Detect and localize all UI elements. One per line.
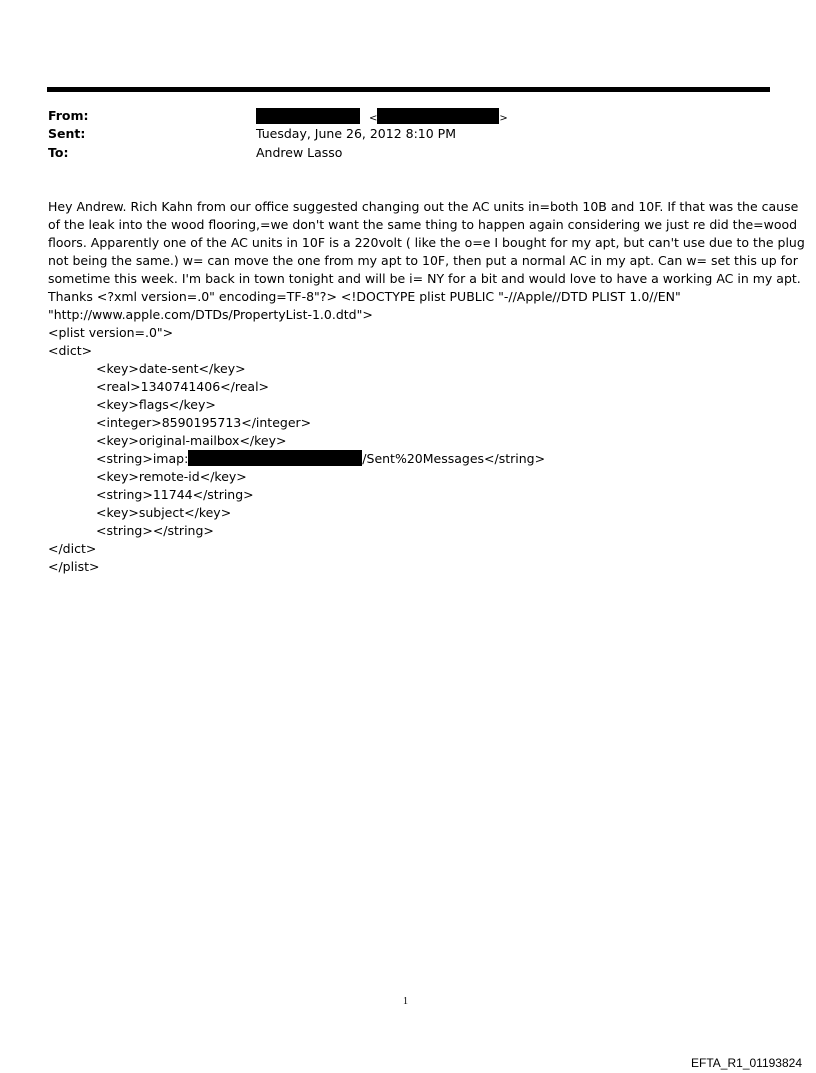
plist-line: <key>flags</key> (96, 397, 216, 412)
email-body (48, 198, 805, 576)
plist-line: <string></string> (96, 523, 214, 538)
plist-line: <key>date-sent</key> (96, 361, 246, 376)
body-line: "http://www.apple.com/DTDs/PropertyList-1.0.dtd"> (48, 307, 373, 322)
body-line: </dict> (48, 541, 97, 556)
from-gt: > (499, 113, 508, 124)
body-line: Hey Andrew. Rich Kahn from our office suggested changing out the AC units in=both 10B and 10F. If that was the cause (48, 199, 799, 214)
from-label: From: (48, 108, 89, 123)
imap-suffix: /Sent%20Messages</string> (362, 451, 546, 466)
body-line: <plist version=.0"> (48, 325, 174, 340)
from-lt: < (368, 113, 378, 124)
plist-line: <integer>8590195713</integer> (96, 415, 312, 430)
plist-line: <key>remote-id</key> (96, 469, 247, 484)
body-line: sometime this week. I'm back in town tonight and will be i= NY for a bit and would love to have a working AC in my apt. (48, 271, 801, 286)
plist-imap-line (48, 450, 773, 468)
body-line: </plist> (48, 559, 100, 574)
plist-line: <string>11744</string> (96, 487, 254, 502)
redaction-bar (377, 108, 499, 124)
to-label: To: (48, 145, 69, 160)
body-line: of the leak into the wood flooring,=we don't want the same thing to happen again considering we just re did the=wood (48, 217, 798, 232)
sent-value: Tuesday, June 26, 2012 8:10 PM (256, 126, 456, 141)
document-id: EFTA_R1_01193824 (691, 1056, 802, 1070)
redaction-bar (188, 450, 362, 466)
to-value: Andrew Lasso (256, 145, 343, 160)
plist-line: <key>subject</key> (96, 505, 232, 520)
body-line: Thanks <?xml version=.0" encoding=TF-8"?> <!DOCTYPE plist PUBLIC "-//Apple//DTD PLIST 1.0//EN" (48, 289, 681, 304)
imap-prefix: <string>imap: (96, 451, 189, 466)
from-value (256, 108, 508, 127)
body-line: <dict> (48, 343, 93, 358)
header-rule (47, 87, 770, 92)
redaction-bar (256, 108, 360, 124)
page-number: 1 (403, 996, 408, 1007)
sent-label: Sent: (48, 126, 86, 141)
body-line: floors. Apparently one of the AC units in 10F is a 220volt ( like the o=e I bought for my apt, but can't use due to the plug (48, 235, 805, 250)
body-line: not being the same.) w= can move the one from my apt to 10F, then put a normal AC in my apt. Can w= set this up for (48, 253, 798, 268)
plist-line: <real>1340741406</real> (96, 379, 270, 394)
plist-line: <key>original-mailbox</key> (96, 433, 287, 448)
